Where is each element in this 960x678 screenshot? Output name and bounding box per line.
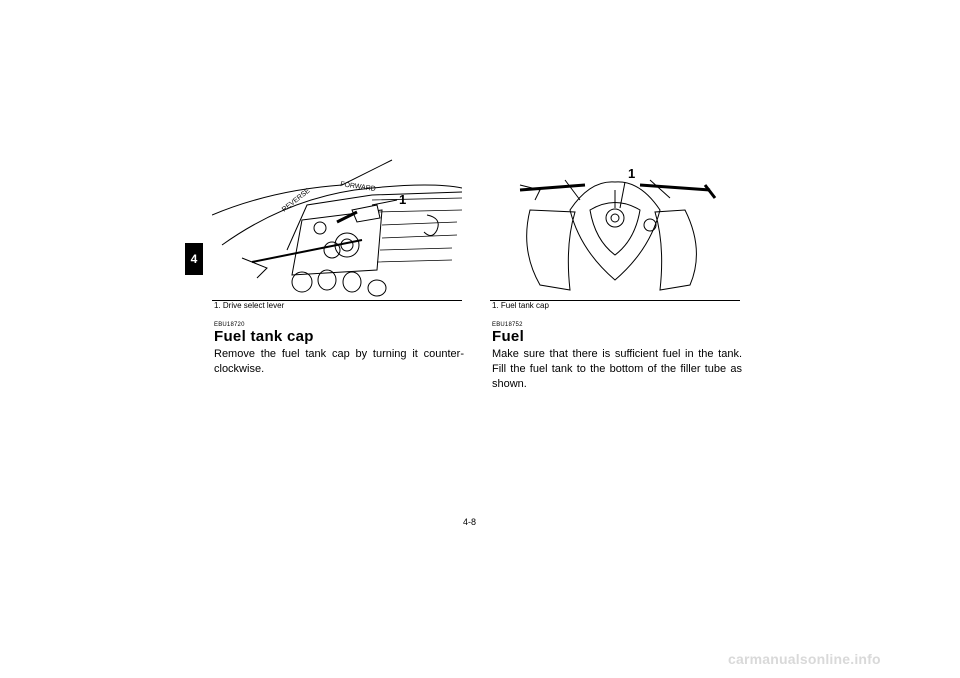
callout-number: 1	[399, 192, 407, 207]
section-body: Make sure that there is sufficient fuel in the tank. Fill the fuel tank to the bottom of the filler tube as shown.	[492, 348, 742, 390]
drive-select-lever-illustration	[212, 150, 462, 300]
section-code: EBU18752	[492, 322, 523, 328]
section-heading: Fuel tank cap	[214, 328, 314, 345]
forward-label: FORWARD	[339, 181, 377, 193]
section-body: Remove the fuel tank cap by turning it counter-clockwise.	[214, 348, 464, 375]
section-heading: Fuel	[492, 328, 525, 345]
fuel-tank-cap-figure	[490, 150, 740, 301]
fuel-tank-illustration	[490, 150, 740, 300]
drive-select-lever-figure	[212, 150, 462, 301]
section-code: EBU18720	[214, 322, 245, 328]
page-number: 4-8	[463, 517, 477, 527]
figure-caption: 1. Fuel tank cap	[492, 301, 549, 310]
chapter-tab: 4	[185, 243, 203, 275]
callout-number: 1	[628, 166, 636, 181]
reverse-label: REVERSE	[280, 187, 312, 214]
figure-caption: 1. Drive select lever	[214, 301, 285, 310]
watermark: carmanualsonline.info	[728, 651, 881, 667]
